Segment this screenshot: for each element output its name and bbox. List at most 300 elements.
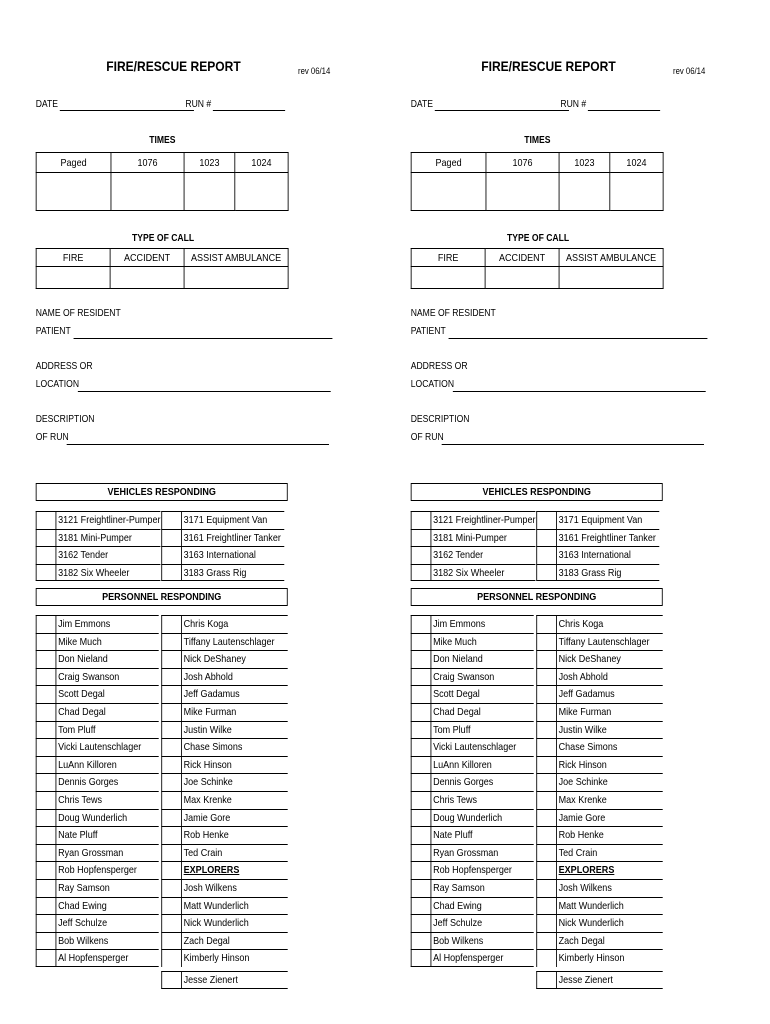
personnel-checkbox[interactable]: [36, 826, 56, 844]
personnel-label: Joe Schinke: [556, 773, 663, 791]
address-label-line2: LOCATION: [35, 379, 80, 390]
explorer-checkbox[interactable]: [161, 897, 181, 915]
vehicle-row: [536, 546, 659, 564]
personnel-row: [411, 756, 534, 774]
vehicle-label: 3183 Grass Rig: [181, 564, 284, 582]
resident-label-line1: NAME OF RESIDENT: [410, 308, 496, 319]
personnel-label: Vicki Lautenschlager: [56, 738, 159, 756]
explorer-checkbox[interactable]: [161, 932, 181, 950]
personnel-checkbox[interactable]: [161, 826, 181, 844]
call-accident-input[interactable]: [485, 267, 559, 289]
personnel-checkbox[interactable]: [161, 668, 181, 686]
vehicle-checkbox[interactable]: [536, 546, 556, 564]
personnel-label: Max Krenke: [556, 791, 663, 809]
explorers-heading-label: EXPLORERS: [556, 861, 663, 879]
personnel-row: [411, 685, 534, 703]
personnel-checkbox[interactable]: [36, 791, 56, 809]
explorers-heading-row: [161, 861, 287, 879]
personnel-label: Chad Degal: [431, 703, 534, 721]
personnel-row: [36, 791, 159, 809]
personnel-label: Rick Hinson: [181, 756, 288, 774]
personnel-row: [536, 650, 662, 668]
times-1023-input[interactable]: [559, 173, 610, 211]
description-label-line1: DESCRIPTION: [410, 414, 470, 425]
vehicle-label: 3182 Six Wheeler: [431, 564, 536, 582]
explorer-row: [536, 897, 662, 915]
personnel-checkbox[interactable]: [536, 844, 556, 862]
personnel-label: Nate Pluff: [431, 826, 534, 844]
vehicle-checkbox[interactable]: [161, 529, 181, 547]
personnel-checkbox[interactable]: [411, 932, 431, 950]
personnel-label: Al Hopfensperger: [56, 949, 159, 967]
vehicle-row: [536, 564, 659, 582]
personnel-heading: PERSONNEL RESPONDING: [36, 588, 288, 606]
personnel-checkbox[interactable]: [536, 756, 556, 774]
explorers-heading-row: [536, 861, 662, 879]
call-accident-input[interactable]: [110, 267, 184, 289]
resident-field[interactable]: [74, 328, 333, 339]
personnel-checkbox[interactable]: [536, 826, 556, 844]
explorer-checkbox[interactable]: [536, 897, 556, 915]
personnel-row: [161, 668, 287, 686]
personnel-checkbox[interactable]: [536, 738, 556, 756]
personnel-label: Craig Swanson: [56, 668, 159, 686]
explorer-label: Nick Wunderlich: [181, 914, 288, 932]
personnel-row: [411, 791, 534, 809]
vehicle-checkbox[interactable]: [536, 529, 556, 547]
explorer-label: Jesse Zienert: [556, 971, 663, 989]
personnel-row: [411, 738, 534, 756]
personnel-row: [36, 897, 159, 915]
personnel-checkbox[interactable]: [411, 861, 431, 879]
personnel-row: [411, 844, 534, 862]
personnel-row: [411, 861, 534, 879]
personnel-checkbox[interactable]: [36, 738, 56, 756]
personnel-label: Jeff Gadamus: [181, 685, 288, 703]
personnel-row: [536, 633, 662, 651]
vehicle-checkbox[interactable]: [36, 529, 56, 547]
times-col-paged: Paged: [36, 153, 111, 173]
personnel-row: [36, 932, 159, 950]
personnel-row: [161, 721, 287, 739]
personnel-checkbox[interactable]: [161, 738, 181, 756]
personnel-checkbox[interactable]: [36, 668, 56, 686]
explorer-row: [161, 971, 287, 989]
personnel-row: [36, 738, 159, 756]
resident-label-line2: PATIENT: [410, 326, 446, 337]
personnel-label: Mike Much: [56, 633, 159, 651]
personnel-label: Jim Emmons: [56, 615, 159, 633]
vehicle-checkbox[interactable]: [536, 564, 556, 582]
personnel-label: Dennis Gorges: [56, 773, 159, 791]
personnel-checkbox[interactable]: [36, 756, 56, 774]
personnel-checkbox[interactable]: [161, 703, 181, 721]
personnel-label: Doug Wunderlich: [56, 809, 159, 827]
personnel-label: Tom Pluff: [431, 721, 534, 739]
location-field[interactable]: [78, 381, 331, 392]
personnel-checkbox[interactable]: [411, 809, 431, 827]
personnel-checkbox[interactable]: [36, 897, 56, 915]
personnel-checkbox[interactable]: [411, 633, 431, 651]
explorer-label: Josh Wilkens: [181, 879, 288, 897]
personnel-label: Bob Wilkens: [431, 932, 534, 950]
personnel-checkbox[interactable]: [36, 914, 56, 932]
personnel-row: [411, 809, 534, 827]
description-field[interactable]: [442, 434, 704, 445]
personnel-row: [36, 809, 159, 827]
personnel-checkbox[interactable]: [161, 809, 181, 827]
times-col-paged: Paged: [411, 153, 486, 173]
vehicle-label: 3181 Mini-Pumper: [56, 529, 161, 547]
vehicle-row: [411, 529, 536, 547]
personnel-label: Chris Tews: [431, 791, 534, 809]
times-col-1023: 1023: [184, 153, 235, 173]
report-title: FIRE/RESCUE REPORT: [106, 58, 241, 74]
personnel-checkbox[interactable]: [411, 897, 431, 915]
vehicle-label: 3162 Tender: [56, 546, 161, 564]
times-col-1024: 1024: [610, 153, 663, 173]
call-fire-input[interactable]: [36, 267, 110, 289]
personnel-row: [161, 650, 287, 668]
personnel-label: Ryan Grossman: [431, 844, 534, 862]
personnel-label: Jeff Gadamus: [556, 685, 663, 703]
explorer-row: [161, 949, 287, 967]
explorer-label: Jesse Zienert: [181, 971, 288, 989]
personnel-row: [536, 703, 662, 721]
times-1076-input[interactable]: [486, 173, 559, 211]
explorer-row: [536, 949, 662, 967]
times-1024-input[interactable]: [610, 173, 663, 211]
personnel-checkbox[interactable]: [536, 721, 556, 739]
personnel-label: Chad Ewing: [56, 897, 159, 915]
personnel-row: [536, 844, 662, 862]
vehicle-label: 3163 International: [181, 546, 284, 564]
explorers-heading-label: EXPLORERS: [181, 861, 288, 879]
personnel-label: Tiffany Lautenschlager: [181, 633, 288, 651]
explorer-checkbox[interactable]: [161, 971, 181, 989]
personnel-checkbox[interactable]: [411, 615, 431, 633]
times-1076-input[interactable]: [111, 173, 184, 211]
personnel-label: Nate Pluff: [56, 826, 159, 844]
vehicle-row: [36, 564, 161, 582]
personnel-row: [411, 703, 534, 721]
personnel-label: Scott Degal: [431, 685, 534, 703]
fire-rescue-report-right: [409, 0, 732, 1024]
personnel-label: Mike Much: [431, 633, 534, 651]
revision-label: rev 06/14: [673, 66, 706, 76]
personnel-checkbox[interactable]: [536, 773, 556, 791]
explorer-checkbox[interactable]: [536, 879, 556, 897]
date-label: DATE: [410, 99, 434, 110]
personnel-checkbox[interactable]: [161, 615, 181, 633]
personnel-label: Rick Hinson: [556, 756, 663, 774]
personnel-checkbox[interactable]: [36, 861, 56, 879]
personnel-checkbox[interactable]: [161, 756, 181, 774]
personnel-row: [411, 932, 534, 950]
personnel-checkbox[interactable]: [411, 949, 431, 967]
location-field[interactable]: [453, 381, 706, 392]
date-field[interactable]: [60, 100, 194, 111]
vehicle-row: [161, 511, 284, 529]
personnel-label: Chris Tews: [56, 791, 159, 809]
personnel-checkbox[interactable]: [36, 932, 56, 950]
description-label-line1: DESCRIPTION: [35, 414, 95, 425]
times-col-1076: 1076: [486, 153, 559, 173]
personnel-row: [536, 615, 662, 633]
explorer-checkbox[interactable]: [161, 914, 181, 932]
personnel-checkbox[interactable]: [411, 703, 431, 721]
vehicle-label: 3181 Mini-Pumper: [431, 529, 536, 547]
personnel-checkbox[interactable]: [536, 685, 556, 703]
personnel-checkbox[interactable]: [536, 650, 556, 668]
personnel-checkbox[interactable]: [536, 615, 556, 633]
personnel-label: LuAnn Killoren: [56, 756, 159, 774]
personnel-checkbox[interactable]: [411, 650, 431, 668]
resident-label-line2: PATIENT: [35, 326, 71, 337]
run-number-field[interactable]: [588, 100, 660, 111]
personnel-row: [36, 650, 159, 668]
personnel-row: [161, 703, 287, 721]
personnel-label: Jamie Gore: [556, 809, 663, 827]
personnel-checkbox[interactable]: [161, 633, 181, 651]
personnel-label: Josh Abhold: [181, 668, 288, 686]
description-label-line2: OF RUN: [35, 432, 69, 443]
personnel-label: Jeff Schulze: [431, 914, 534, 932]
call-col-fire: FIRE: [36, 249, 110, 267]
personnel-label: Justin Wilke: [181, 721, 288, 739]
run-number-field[interactable]: [213, 100, 285, 111]
personnel-row: [536, 756, 662, 774]
personnel-checkbox[interactable]: [161, 650, 181, 668]
personnel-row: [36, 826, 159, 844]
date-field[interactable]: [435, 100, 569, 111]
personnel-checkbox[interactable]: [536, 809, 556, 827]
vehicle-checkbox[interactable]: [161, 546, 181, 564]
personnel-checkbox[interactable]: [536, 703, 556, 721]
explorer-row: [161, 914, 287, 932]
personnel-row: [411, 897, 534, 915]
personnel-label: Chad Degal: [56, 703, 159, 721]
personnel-checkbox[interactable]: [36, 703, 56, 721]
times-paged-input[interactable]: [411, 173, 486, 211]
description-field[interactable]: [67, 434, 329, 445]
times-1023-input[interactable]: [184, 173, 235, 211]
personnel-row: [36, 703, 159, 721]
personnel-row: [161, 633, 287, 651]
vehicle-label: 3171 Equipment Van: [181, 511, 284, 529]
vehicle-checkbox[interactable]: [411, 511, 431, 529]
personnel-row: [536, 668, 662, 686]
vehicle-row: [536, 529, 659, 547]
personnel-checkbox[interactable]: [36, 949, 56, 967]
vehicle-checkbox[interactable]: [411, 529, 431, 547]
personnel-label: Chase Simons: [181, 738, 288, 756]
vehicle-row: [36, 511, 161, 529]
vehicles-heading: VEHICLES RESPONDING: [36, 483, 288, 501]
personnel-checkbox[interactable]: [411, 879, 431, 897]
vehicle-label: 3171 Equipment Van: [556, 511, 659, 529]
personnel-row: [161, 685, 287, 703]
personnel-label: Al Hopfensperger: [431, 949, 534, 967]
times-heading: TIMES: [524, 135, 551, 146]
personnel-checkbox[interactable]: [411, 668, 431, 686]
run-label: RUN #: [560, 99, 587, 110]
personnel-row: [161, 809, 287, 827]
personnel-label: Josh Abhold: [556, 668, 663, 686]
personnel-row: [411, 914, 534, 932]
personnel-label: Mike Furman: [181, 703, 288, 721]
explorer-label: Matt Wunderlich: [181, 897, 288, 915]
call-col-accident: ACCIDENT: [485, 249, 559, 267]
address-label-line1: ADDRESS OR: [410, 361, 468, 372]
vehicle-checkbox[interactable]: [161, 511, 181, 529]
personnel-checkbox[interactable]: [411, 914, 431, 932]
vehicle-checkbox[interactable]: [411, 564, 431, 582]
personnel-checkbox[interactable]: [411, 685, 431, 703]
type-of-call-table: [411, 248, 664, 289]
call-assist-ambulance-input[interactable]: [559, 267, 663, 289]
personnel-checkbox[interactable]: [36, 721, 56, 739]
personnel-label: Doug Wunderlich: [431, 809, 534, 827]
personnel-row: [536, 738, 662, 756]
personnel-row: [411, 721, 534, 739]
personnel-checkbox[interactable]: [161, 685, 181, 703]
explorer-checkbox[interactable]: [536, 949, 556, 967]
call-fire-input[interactable]: [411, 267, 485, 289]
personnel-label: Jim Emmons: [431, 615, 534, 633]
personnel-row: [161, 615, 287, 633]
personnel-checkbox[interactable]: [36, 773, 56, 791]
call-col-fire: FIRE: [411, 249, 485, 267]
explorer-label: Kimberly Hinson: [556, 949, 663, 967]
explorer-row: [536, 971, 662, 989]
personnel-checkbox[interactable]: [536, 791, 556, 809]
times-1024-input[interactable]: [235, 173, 288, 211]
vehicle-checkbox[interactable]: [36, 511, 56, 529]
personnel-label: Joe Schinke: [181, 773, 288, 791]
personnel-checkbox[interactable]: [36, 844, 56, 862]
personnel-label: Ryan Grossman: [56, 844, 159, 862]
times-col-1076: 1076: [111, 153, 184, 173]
explorers-heading-checkbox[interactable]: [536, 861, 556, 879]
personnel-checkbox[interactable]: [411, 791, 431, 809]
vehicle-checkbox[interactable]: [161, 564, 181, 582]
personnel-row: [161, 773, 287, 791]
personnel-label: Rob Hopfensperger: [56, 861, 159, 879]
personnel-label: Justin Wilke: [556, 721, 663, 739]
vehicle-label: 3182 Six Wheeler: [56, 564, 161, 582]
personnel-label: Tom Pluff: [56, 721, 159, 739]
personnel-row: [411, 949, 534, 967]
personnel-row: [36, 773, 159, 791]
personnel-checkbox[interactable]: [411, 826, 431, 844]
personnel-label: Max Krenke: [181, 791, 288, 809]
personnel-checkbox[interactable]: [411, 844, 431, 862]
vehicle-row: [411, 564, 536, 582]
vehicle-row: [536, 511, 659, 529]
explorer-checkbox[interactable]: [161, 949, 181, 967]
personnel-label: Tiffany Lautenschlager: [556, 633, 663, 651]
personnel-checkbox[interactable]: [411, 738, 431, 756]
vehicle-row: [36, 546, 161, 564]
personnel-label: Jeff Schulze: [56, 914, 159, 932]
personnel-row: [36, 756, 159, 774]
personnel-checkbox[interactable]: [536, 633, 556, 651]
vehicle-checkbox[interactable]: [36, 564, 56, 582]
address-label-line1: ADDRESS OR: [35, 361, 93, 372]
vehicle-row: [161, 564, 284, 582]
run-label: RUN #: [185, 99, 212, 110]
resident-field[interactable]: [449, 328, 708, 339]
type-of-call-table: [36, 248, 289, 289]
personnel-row: [36, 685, 159, 703]
personnel-checkbox[interactable]: [161, 721, 181, 739]
personnel-checkbox[interactable]: [36, 650, 56, 668]
fire-rescue-report-left: [34, 0, 357, 1024]
times-heading: TIMES: [149, 135, 176, 146]
personnel-checkbox[interactable]: [36, 633, 56, 651]
personnel-row: [411, 826, 534, 844]
vehicle-row: [161, 546, 284, 564]
type-of-call-heading: TYPE OF CALL: [132, 233, 195, 244]
description-label-line2: OF RUN: [410, 432, 444, 443]
vehicle-label: 3161 Freightliner Tanker: [181, 529, 284, 547]
vehicle-checkbox[interactable]: [36, 546, 56, 564]
explorer-checkbox[interactable]: [161, 879, 181, 897]
call-assist-ambulance-input[interactable]: [184, 267, 288, 289]
personnel-row: [36, 949, 159, 967]
times-paged-input[interactable]: [36, 173, 111, 211]
personnel-row: [161, 844, 287, 862]
call-col-assist-ambulance: ASSIST AMBULANCE: [559, 249, 663, 267]
vehicle-checkbox[interactable]: [536, 511, 556, 529]
personnel-label: Bob Wilkens: [56, 932, 159, 950]
personnel-checkbox[interactable]: [161, 844, 181, 862]
personnel-label: Don Nieland: [56, 650, 159, 668]
personnel-checkbox[interactable]: [36, 685, 56, 703]
personnel-checkbox[interactable]: [36, 879, 56, 897]
personnel-checkbox[interactable]: [411, 756, 431, 774]
personnel-heading: PERSONNEL RESPONDING: [411, 588, 663, 606]
explorer-checkbox[interactable]: [536, 914, 556, 932]
personnel-label: Chase Simons: [556, 738, 663, 756]
personnel-label: Don Nieland: [431, 650, 534, 668]
vehicle-checkbox[interactable]: [411, 546, 431, 564]
explorer-checkbox[interactable]: [536, 932, 556, 950]
type-of-call-heading: TYPE OF CALL: [507, 233, 570, 244]
explorer-checkbox[interactable]: [536, 971, 556, 989]
call-col-accident: ACCIDENT: [110, 249, 184, 267]
personnel-checkbox[interactable]: [411, 721, 431, 739]
personnel-row: [36, 879, 159, 897]
personnel-checkbox[interactable]: [161, 791, 181, 809]
personnel-label: Rob Hopfensperger: [431, 861, 534, 879]
personnel-checkbox[interactable]: [36, 809, 56, 827]
personnel-row: [36, 844, 159, 862]
personnel-checkbox[interactable]: [536, 668, 556, 686]
explorer-row: [536, 879, 662, 897]
personnel-checkbox[interactable]: [36, 615, 56, 633]
explorers-heading-checkbox[interactable]: [161, 861, 181, 879]
personnel-checkbox[interactable]: [161, 773, 181, 791]
explorer-label: Josh Wilkens: [556, 879, 663, 897]
report-title: FIRE/RESCUE REPORT: [481, 58, 616, 74]
times-table: [411, 152, 664, 211]
personnel-checkbox[interactable]: [411, 773, 431, 791]
personnel-label: Craig Swanson: [431, 668, 534, 686]
vehicle-row: [411, 511, 536, 529]
personnel-row: [536, 826, 662, 844]
